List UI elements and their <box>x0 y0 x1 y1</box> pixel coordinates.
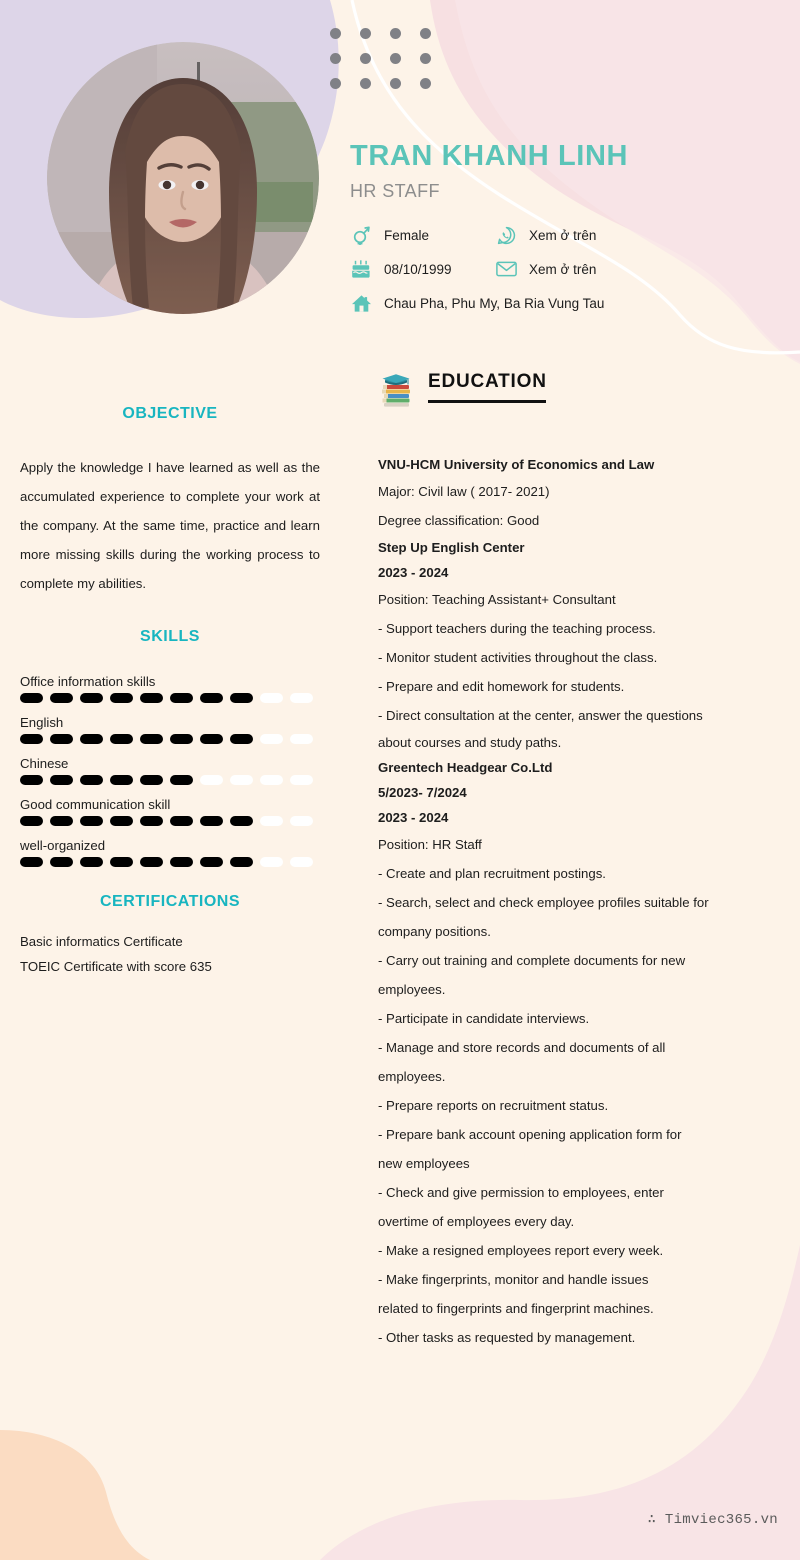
skill-segment <box>140 816 163 826</box>
profile-header <box>350 140 780 326</box>
skill-level-bar <box>20 857 320 867</box>
contact-address <box>350 292 604 314</box>
skill-segment <box>20 775 43 785</box>
gender-icon <box>350 224 372 246</box>
education-entry-line: - Prepare and edit homework for students. <box>378 679 625 694</box>
birthday-icon <box>350 258 372 280</box>
education-entry-line: - Direct consultation at the center, answer the questions <box>378 708 703 723</box>
education-entry-line: - Check and give permission to employees, enter <box>378 1185 664 1200</box>
education-title: EDUCATION <box>428 371 547 392</box>
skill-segment <box>110 693 133 703</box>
certification-item: Basic informatics Certificate <box>20 934 183 949</box>
skill-segment <box>200 693 223 703</box>
skill-segment <box>80 693 103 703</box>
job-title: HR STAFF <box>350 181 440 202</box>
education-entry-line: overtime of employees every day. <box>378 1214 575 1229</box>
home-icon <box>350 292 372 314</box>
education-entry-line: - Carry out training and complete documents for new <box>378 953 686 968</box>
education-entries <box>378 452 778 1352</box>
skill-item <box>20 838 320 867</box>
education-entry-line: Position: Teaching Assistant+ Consultant <box>378 592 616 607</box>
email-icon <box>495 258 517 280</box>
contact-row <box>350 224 780 246</box>
education-entry-line: - Prepare bank account opening application form for <box>378 1127 682 1142</box>
contact-row <box>350 258 780 280</box>
education-underline <box>428 400 546 403</box>
skill-segment <box>80 816 103 826</box>
education-entry-line: related to fingerprints and fingerprint machines. <box>378 1301 654 1316</box>
skill-segment <box>230 693 253 703</box>
skills-list <box>20 674 320 867</box>
education-entry-line: - Other tasks as requested by management. <box>378 1330 636 1345</box>
skill-segment <box>290 775 313 785</box>
skill-segment <box>200 775 223 785</box>
dot <box>360 28 371 39</box>
skill-segment <box>290 734 313 744</box>
skill-segment <box>290 857 313 867</box>
education-entry-title: 2023 - 2024 <box>378 565 449 580</box>
skill-level-bar <box>20 693 320 703</box>
education-entry-line: - Create and plan recruitment postings. <box>378 866 606 881</box>
skill-segment <box>50 775 73 785</box>
skill-segment <box>80 775 103 785</box>
education-entry-line: - Prepare reports on recruitment status. <box>378 1098 609 1113</box>
skill-segment <box>140 693 163 703</box>
skill-segment <box>170 857 193 867</box>
dot <box>330 28 341 39</box>
dot <box>390 78 401 89</box>
site-watermark: ∴ Timviec365.vn <box>647 1512 778 1528</box>
dot <box>390 28 401 39</box>
email-value: Xem ở trên <box>529 261 597 277</box>
skill-item <box>20 756 320 785</box>
skill-segment <box>290 693 313 703</box>
skill-segment <box>110 816 133 826</box>
objective-text: Apply the knowledge I have learned as well as the accumulated experience to complete your work at the company. At the same time, practice and learn more missing skills during the working process to complete my abilities. <box>20 460 320 591</box>
whatsapp-value: Xem ở trên <box>529 227 597 243</box>
skill-segment <box>230 775 253 785</box>
education-entry-title: Greentech Headgear Co.Ltd <box>378 760 553 775</box>
skill-segment <box>170 775 193 785</box>
education-entry-line: - Support teachers during the teaching process. <box>378 621 656 636</box>
skills-heading: SKILLS <box>140 628 200 645</box>
skill-segment <box>110 775 133 785</box>
profile-photo <box>47 42 319 314</box>
skill-segment <box>110 857 133 867</box>
education-title-box <box>428 371 547 409</box>
skill-segment <box>200 734 223 744</box>
dot <box>420 28 431 39</box>
education-section <box>378 370 778 1352</box>
skill-segment <box>20 693 43 703</box>
skill-segment <box>140 857 163 867</box>
candidate-name: TRAN KHANH LINH <box>350 140 629 172</box>
skill-segment <box>20 857 43 867</box>
contact-email[interactable] <box>495 258 596 280</box>
skill-level-bar <box>20 775 320 785</box>
skill-segment <box>200 816 223 826</box>
dot <box>330 78 341 89</box>
education-entry-line: company positions. <box>378 924 491 939</box>
skill-segment <box>230 734 253 744</box>
skill-segment <box>50 734 73 744</box>
skill-segment <box>200 857 223 867</box>
skill-segment <box>260 775 283 785</box>
address-value: Chau Pha, Phu My, Ba Ria Vung Tau <box>384 295 605 311</box>
dot <box>360 53 371 64</box>
education-entry-line: - Monitor student activities throughout the class. <box>378 650 658 665</box>
education-entry-line: about courses and study paths. <box>378 735 562 750</box>
whatsapp-icon <box>495 224 517 246</box>
skill-segment <box>260 693 283 703</box>
dot <box>390 53 401 64</box>
skill-segment <box>80 857 103 867</box>
skill-segment <box>20 734 43 744</box>
education-entry-line: - Manage and store records and documents of all <box>378 1040 666 1055</box>
contact-row <box>350 292 780 314</box>
skill-segment <box>170 734 193 744</box>
gender-value: Female <box>384 227 430 243</box>
dot <box>420 53 431 64</box>
certifications-heading: CERTIFICATIONS <box>99 893 241 910</box>
birthday-value: 08/10/1999 <box>384 261 452 277</box>
skill-level-bar <box>20 734 320 744</box>
skill-label: Good communication skill <box>20 797 171 812</box>
education-entry-line: - Participate in candidate interviews. <box>378 1011 590 1026</box>
education-entry-title: VNU-HCM University of Economics and Law <box>378 457 655 472</box>
skill-segment <box>230 857 253 867</box>
certifications-list <box>20 929 320 979</box>
skill-segment <box>80 734 103 744</box>
education-entry-line: - Make a resigned employees report every week. <box>378 1243 664 1258</box>
skill-segment <box>260 857 283 867</box>
contact-birthday <box>350 258 495 280</box>
skill-item <box>20 797 320 826</box>
certification-item: TOEIC Certificate with score 635 <box>20 959 212 974</box>
objective-heading: OBJECTIVE <box>122 405 218 422</box>
education-entry-line: new employees <box>378 1156 470 1171</box>
skill-segment <box>50 693 73 703</box>
skill-segment <box>20 816 43 826</box>
skill-label: Office information skills <box>20 674 156 689</box>
contact-whatsapp[interactable] <box>495 224 596 246</box>
education-entry-title: 5/2023- 7/2024 <box>378 785 467 800</box>
left-sidebar <box>0 405 340 979</box>
education-entry-line: Position: HR Staff <box>378 837 482 852</box>
skill-segment <box>110 734 133 744</box>
dot <box>420 78 431 89</box>
dot-grid-decoration <box>330 28 450 103</box>
skill-segment <box>50 816 73 826</box>
education-entry-line: Major: Civil law ( 2017- 2021) <box>378 484 550 499</box>
education-entry-line: employees. <box>378 1069 446 1084</box>
avatar-image <box>47 42 319 314</box>
skill-segment <box>260 816 283 826</box>
contact-info <box>350 224 780 314</box>
skill-label: Chinese <box>20 756 69 771</box>
dot <box>360 78 371 89</box>
skill-item <box>20 715 320 744</box>
skill-segment <box>290 816 313 826</box>
skill-label: well-organized <box>20 838 106 853</box>
skill-item <box>20 674 320 703</box>
skill-segment <box>230 816 253 826</box>
education-entry-line: employees. <box>378 982 446 997</box>
skill-segment <box>140 734 163 744</box>
contact-gender <box>350 224 495 246</box>
skill-segment <box>170 816 193 826</box>
skill-segment <box>140 775 163 785</box>
graduation-books-icon <box>378 370 414 410</box>
skill-segment <box>50 857 73 867</box>
education-header <box>378 370 778 410</box>
skill-segment <box>260 734 283 744</box>
education-entry-line: - Make fingerprints, monitor and handle issues <box>378 1272 649 1287</box>
skill-level-bar <box>20 816 320 826</box>
skill-segment <box>170 693 193 703</box>
education-entry-title: 2023 - 2024 <box>378 810 449 825</box>
skill-label: English <box>20 715 64 730</box>
education-entry-line: Degree classification: Good <box>378 513 540 528</box>
dot <box>330 53 341 64</box>
education-entry-line: - Search, select and check employee profiles suitable for <box>378 895 709 910</box>
education-entry-title: Step Up English Center <box>378 540 525 555</box>
